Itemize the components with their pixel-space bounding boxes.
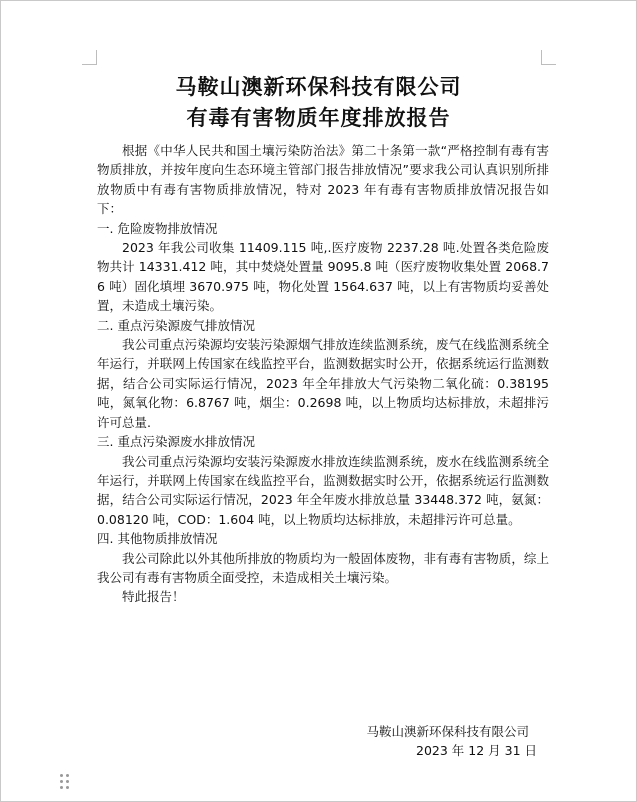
document-title-company: 马鞍山澳新环保科技有限公司 bbox=[175, 74, 462, 99]
margin-corner-mark-right bbox=[541, 50, 556, 65]
section-text-other: 我公司除此以外其他所排放的物质均为一般固体废物，非有毒有害物质，综上我公司有毒有害物质全面受控，未造成相关土壤污染。 bbox=[97, 550, 549, 585]
section-heading-hazardous-waste: 一. 危险废物排放情况 bbox=[97, 220, 218, 236]
signature-date: 2023 年 12 月 31 日 bbox=[416, 743, 537, 758]
margin-corner-mark-left bbox=[82, 50, 97, 65]
section-text-wastewater: 我公司重点污染源均安装污染源废水排放连续监测系统，废水在线监测系统全年运行，并联网上传国家在线监控平台，监测数据实时公开，依据系统运行监测数据，结合公司实际运行情况，2023 年全年废水排放总量 33448.372 吨，氨氮：0.08120 吨，COD：1.604 吨，以上物质均达标排放，未超排污许可总量。 bbox=[97, 453, 549, 527]
drag-handle-icon[interactable] bbox=[60, 774, 70, 790]
document-title-report: 有毒有害物质年度排放报告 bbox=[186, 105, 451, 130]
section-heading-exhaust-gas: 二. 重点污染源废气排放情况 bbox=[97, 317, 255, 333]
section-heading-other: 四. 其他物质排放情况 bbox=[97, 531, 218, 547]
section-heading-wastewater: 三. 重点污染源废水排放情况 bbox=[97, 434, 255, 450]
section-text-exhaust-gas: 我公司重点污染源均安装污染源烟气排放连续监测系统，废气在线监测系统全年运行，并联网上传国家在线监控平台，监测数据实时公开，依据系统运行监测数据，结合公司实际运行情况，2023 年全年排放大气污染物二氧化硫：0.38195 吨，氮氧化物：6.8767 吨，烟尘：0.2698 吨，以上物质均达标排放，未超排污许可总量. bbox=[97, 337, 549, 430]
signature-company: 马鞍山澳新环保科技有限公司 bbox=[366, 724, 529, 739]
closing-line: 特此报告！ bbox=[122, 589, 185, 605]
intro-paragraph: 根据《中华人民共和国土壤污染防治法》第二十条第一款“严格控制有毒有害物质排放，并按年度向生态环境主管部门报告排放情况”要求我公司认真识别所排放物质中有毒有害物质排放情况，特对 2023 年有毒有害物质排放情况报告如下： bbox=[97, 143, 549, 217]
section-text-hazardous-waste: 2023 年我公司收集 11409.115 吨,.医疗废物 2237.28 吨.处置各类危险废物共计 14331.412 吨，其中焚烧处置量 9095.8 吨（医疗废物收集处置 2068.76 吨）固化填埋 3670.975 吨，物化处置 1564.637 吨，以上有害物质均妥善处置，未造成土壤污染。 bbox=[97, 240, 549, 314]
document-body bbox=[97, 141, 549, 607]
